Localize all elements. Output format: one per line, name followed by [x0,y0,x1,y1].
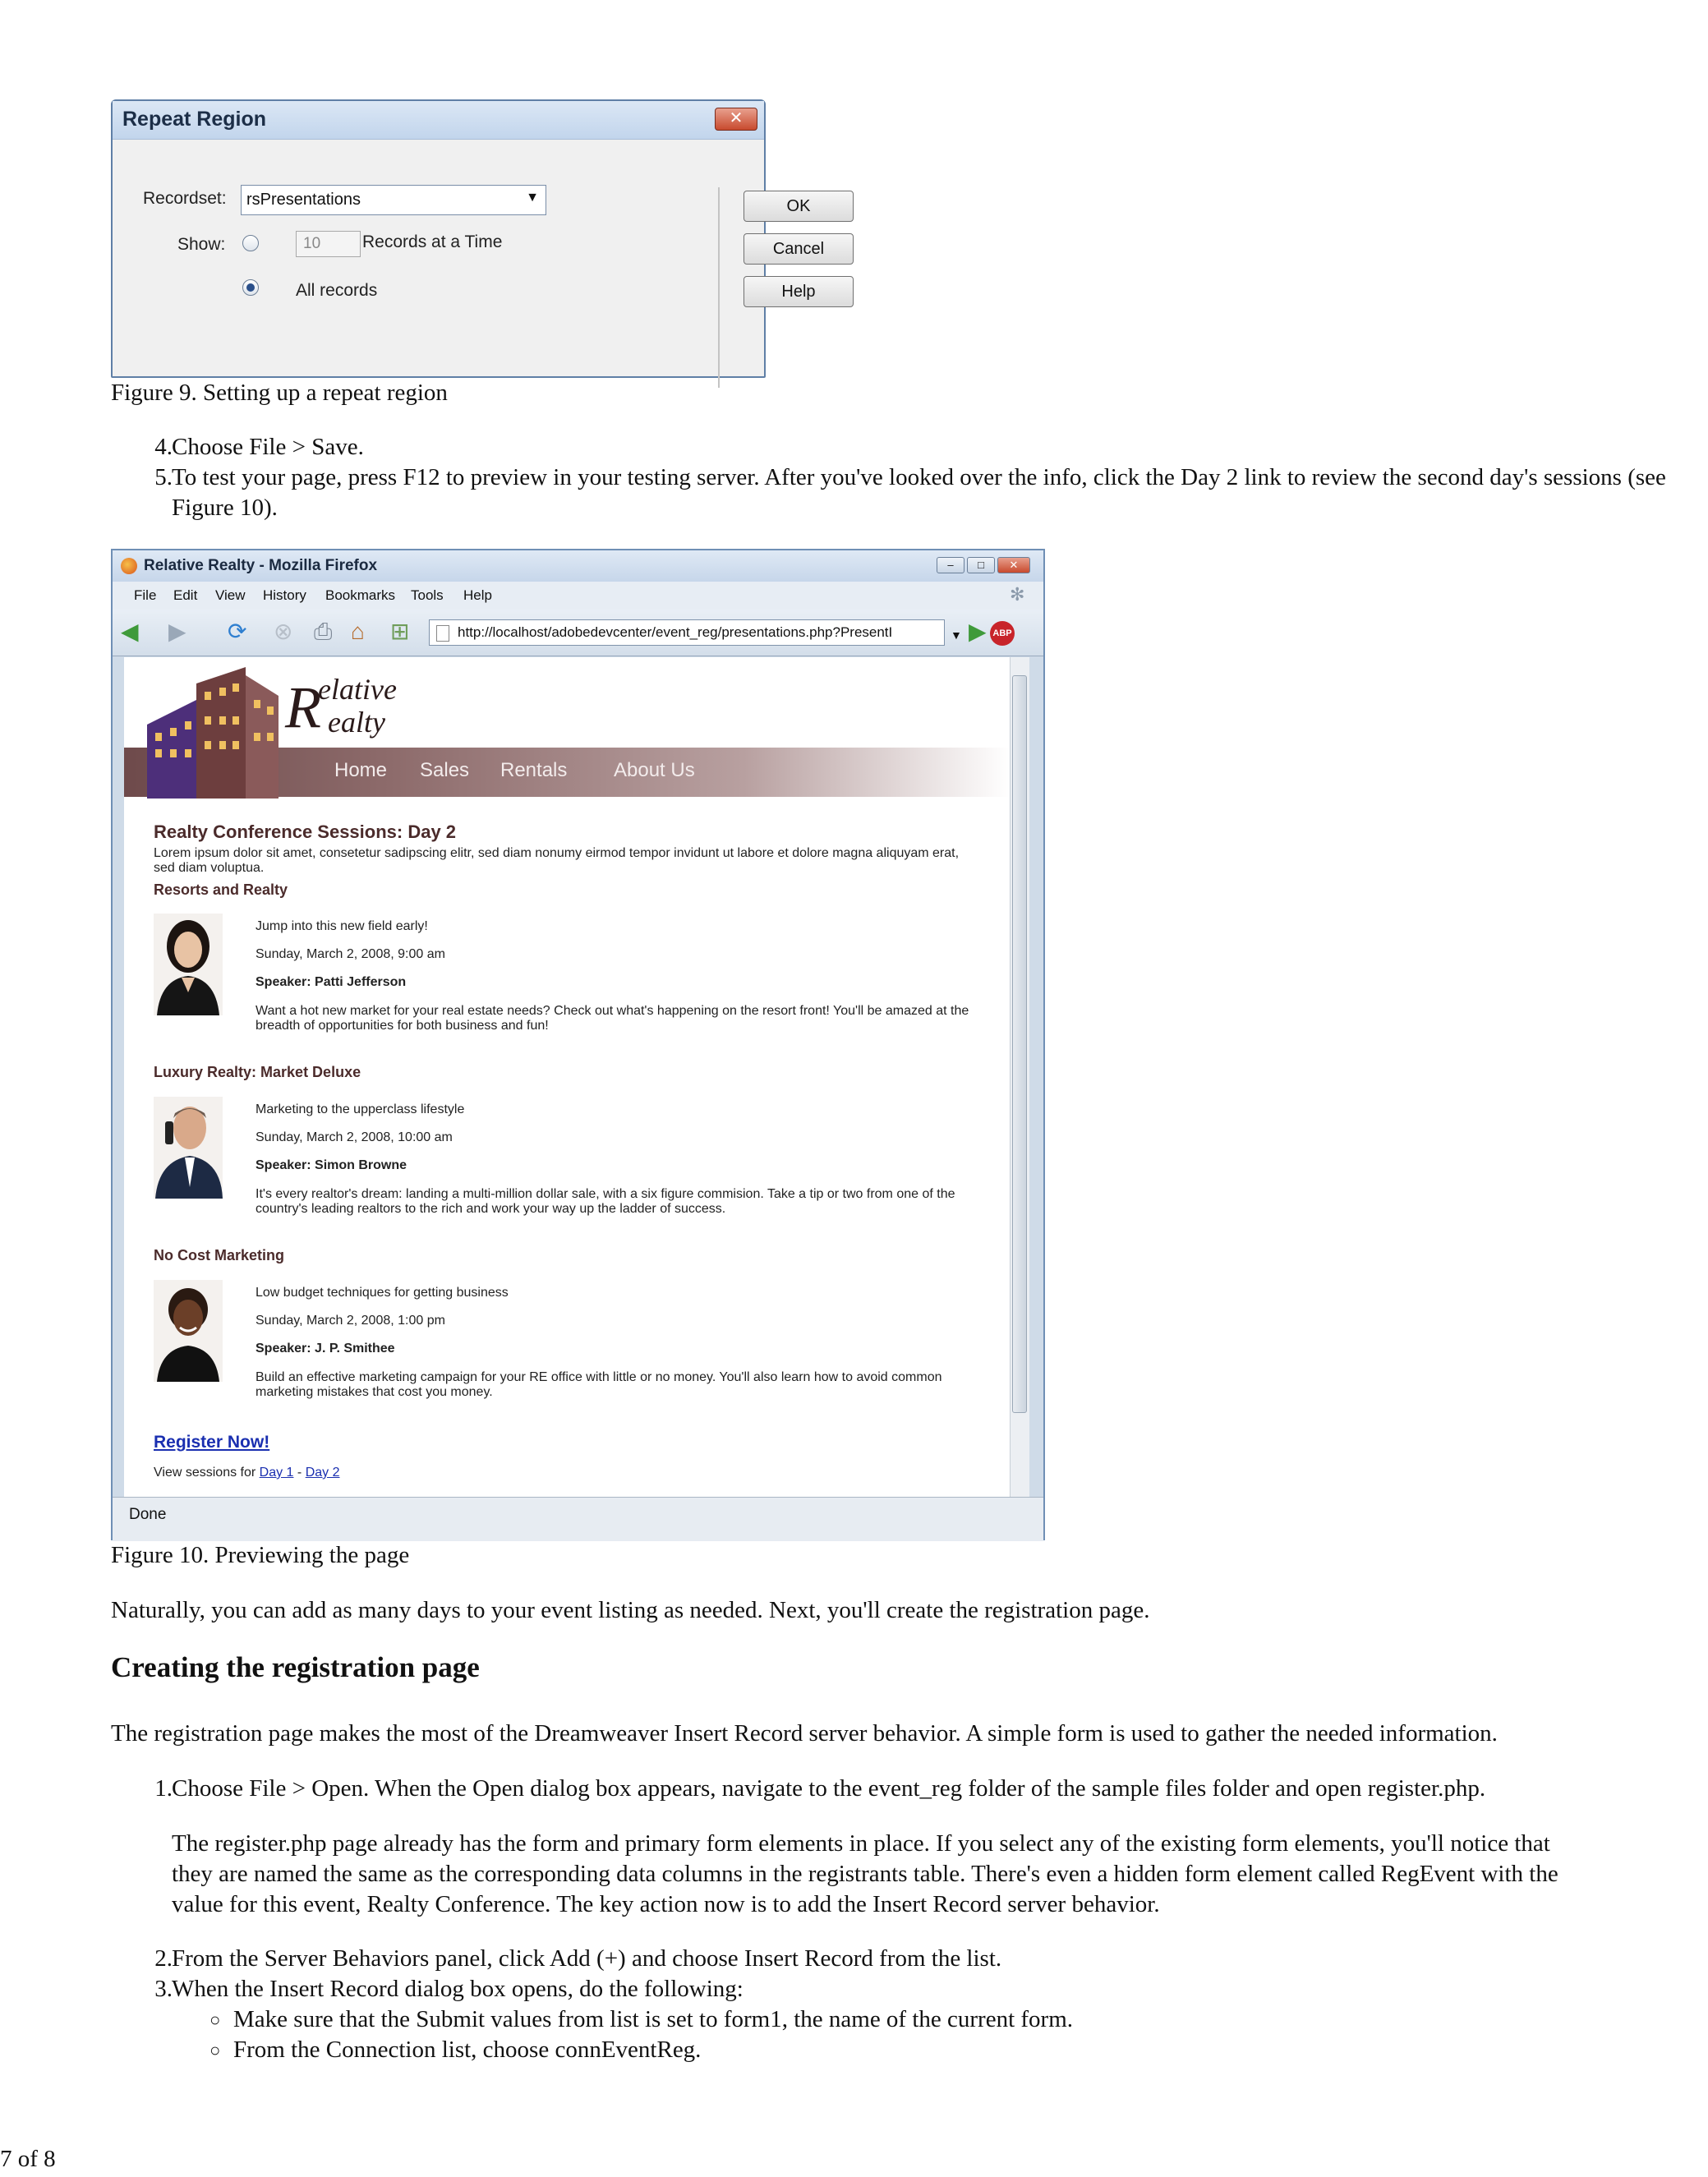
logo-line-1: elative [318,673,397,706]
browser-titlebar [113,550,1043,582]
bookmark-add-icon[interactable]: ⊞ [390,619,410,644]
records-at-time-label: Records at a Time [362,232,503,251]
dialog-body [113,140,825,376]
bullet-circle-icon: ○ [209,2040,221,2060]
list-number: 5. [154,464,173,490]
list-text: Choose File > Open. When the Open dialog box appears, navigate to the event_reg folder of the sample files folder and open register.php. [172,1775,1486,1802]
sessions-intro: Lorem ipsum dolor sit amet, consetetur sadipscing elitr, sed diam nonumy eirmod tempor invidunt ut labore et dolore magna aliquyam erat, sed diam voluptua. [154,846,960,875]
vertical-scrollbar[interactable] [1010,657,1029,1497]
forward-icon[interactable]: ▶ [168,619,186,644]
menu-help[interactable]: Help [463,587,492,603]
nav-about-us[interactable]: About Us [614,759,695,781]
records-at-time-radio[interactable] [242,235,259,251]
status-text: Done [129,1506,167,1523]
dialog-titlebar [113,101,764,140]
menu-file[interactable]: File [134,587,157,603]
repeat-region-dialog [111,99,825,378]
bullet-circle-icon: ○ [209,2009,221,2030]
records-count-input[interactable]: 10 [296,231,361,257]
section-heading: Creating the registration page [111,1651,480,1683]
recordset-select[interactable] [241,185,546,215]
url-input[interactable] [429,619,945,646]
figure9-caption: Figure 9. Setting up a repeat region [111,380,448,406]
status-bar [113,1497,1043,1541]
help-button[interactable]: Help [744,276,854,307]
session-tagline: Marketing to the upperclass lifestyle [256,1102,465,1116]
page-viewport [124,657,1010,1497]
show-label: Show: [177,235,226,254]
list-number: 1. [154,1775,173,1802]
day-separator: - [297,1466,302,1480]
dropdown-icon[interactable]: ▼ [951,628,962,642]
day2-link[interactable]: Day 2 [305,1466,340,1480]
minimize-icon[interactable]: – [937,557,964,573]
session-speaker: Speaker: J. P. Smithee [256,1342,395,1355]
reload-icon[interactable]: ⟳ [228,619,247,644]
ok-button[interactable]: OK [744,191,854,222]
menu-tools[interactable]: Tools [411,587,444,603]
adblock-icon[interactable]: ABP [990,621,1015,646]
firefox-icon [121,558,137,574]
navigation-toolbar [113,610,1043,656]
home-icon[interactable]: ⌂ [351,619,365,644]
logo-r: R [285,674,321,740]
session-tagline: Jump into this new field early! [256,919,428,933]
scrollbar-thumb[interactable] [1012,675,1027,1413]
menu-bookmarks[interactable]: Bookmarks [325,587,396,603]
all-records-label: All records [296,281,378,300]
paragraph-naturally: Naturally, you can add as many days to your event listing as needed. Next, you'll create the registration page. [111,1597,1150,1623]
back-icon[interactable]: ◀ [121,619,139,644]
session-description: It's every realtor's dream: landing a multi-million dollar sale, with a six figure commision. Take a tip or two from one of the country's leading realtors to the rich and work your way up the ladder of success. [256,1187,955,1216]
site-header [124,657,1010,805]
page-number: 7 of 8 [0,2146,56,2172]
list-text: When the Insert Record dialog box opens, do the following: [172,1976,744,2002]
list-text: From the Server Behaviors panel, click Add (+) and choose Insert Record from the list. [172,1945,1002,1972]
maximize-icon[interactable]: □ [967,557,995,573]
list-number: 3. [154,1976,173,2002]
sub-list-text: Make sure that the Submit values from list is set to form1, the name of the current form. [233,2006,1074,2032]
menu-history[interactable]: History [263,587,306,603]
session-speaker: Speaker: Simon Browne [256,1158,407,1172]
building-logo-icon [139,667,295,799]
throbber-icon: ✻ [1010,584,1025,605]
session-speaker: Speaker: Patti Jefferson [256,975,407,989]
speaker-photo-icon [154,1280,223,1382]
session-title: Resorts and Realty [154,881,288,898]
session-time: Sunday, March 2, 2008, 9:00 am [256,947,445,961]
sub-list-text: From the Connection list, choose connEventReg. [233,2037,702,2063]
menu-edit[interactable]: Edit [173,587,198,603]
nav-rentals[interactable]: Rentals [500,759,568,781]
session-description: Want a hot new market for your real estate needs? Check out what's happening on the resort front! You'll be amazed at the breadth of opportunities for both business and fun! [256,1004,969,1033]
paragraph-registration: The registration page makes the most of the Dreamweaver Insert Record server behavior. A simple form is used to gather the needed information. [111,1720,1498,1747]
nav-sales[interactable]: Sales [420,759,470,781]
speaker-photo-icon [154,1097,223,1199]
session-time: Sunday, March 2, 2008, 10:00 am [256,1130,453,1144]
figure10-caption: Figure 10. Previewing the page [111,1542,410,1568]
sessions-heading: Realty Conference Sessions: Day 2 [154,822,457,842]
session-description: Build an effective marketing campaign for your RE office with little or no money. You'll also learn how to avoid common marketing mistakes that cost you money. [256,1370,942,1399]
session-title: No Cost Marketing [154,1247,285,1263]
step1-note: The register.php page already has the form and primary form elements in place. If you select any of the existing form elements, you'll notice that they are named the same as the corresponding data columns in the registrants table. There's even a hidden form element called RegEvent with the value for this event, Realty Conference. The key action now is to add the Insert Record server behavior. [172,1830,1558,1917]
list-text: Choose File > Save. [172,434,364,460]
view-sessions-line [154,1466,339,1480]
url-text: http://localhost/adobedevcenter/event_reg/presentations.php?PresentI [458,624,893,640]
view-sessions-label: View sessions for [154,1466,256,1480]
close-icon[interactable]: ✕ [715,108,757,131]
recordset-label: Recordset: [143,189,227,208]
day1-link[interactable]: Day 1 [259,1466,294,1480]
chevron-down-icon: ▼ [526,191,539,205]
stop-icon[interactable]: ⊗ [274,619,293,644]
go-icon[interactable]: ▶ [969,619,987,644]
print-icon[interactable]: ⎙ [314,619,333,644]
menu-bar [113,582,1043,610]
browser-window [111,549,1045,1540]
speaker-photo-icon [154,914,223,1015]
browser-title: Relative Realty - Mozilla Firefox [144,557,378,574]
all-records-radio[interactable] [242,279,259,296]
nav-home[interactable]: Home [334,759,388,781]
dialog-title: Repeat Region [122,108,267,131]
session-time: Sunday, March 2, 2008, 1:00 pm [256,1314,445,1328]
dialog-separator [718,187,720,388]
recordset-value: rsPresentations [246,191,361,209]
page-icon [436,625,449,642]
cancel-button[interactable]: Cancel [744,233,854,265]
list-number: 4. [154,434,173,460]
logo-line-2: ealty [328,706,385,739]
register-now-link[interactable]: Register Now! [154,1433,270,1452]
list-number: 2. [154,1945,173,1972]
menu-view[interactable]: View [215,587,246,603]
session-title: Luxury Realty: Market Deluxe [154,1064,361,1080]
close-icon[interactable]: ✕ [997,557,1030,573]
session-tagline: Low budget techniques for getting business [256,1286,509,1300]
list-text: To test your page, press F12 to preview in your testing server. After you've looked over the info, click the Day 2 link to review the second day's sessions (see Figure 10). [172,464,1666,521]
